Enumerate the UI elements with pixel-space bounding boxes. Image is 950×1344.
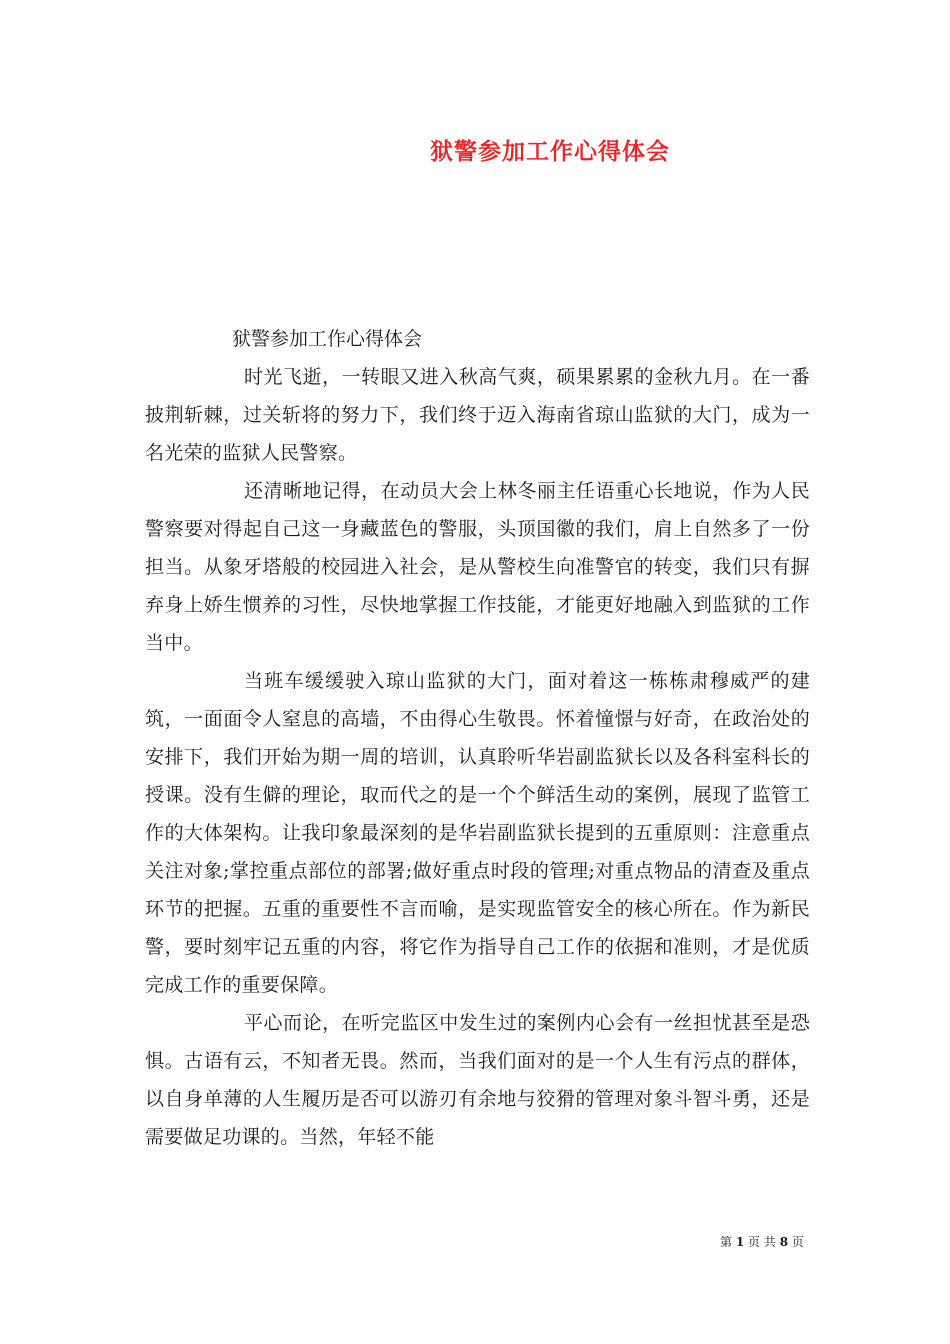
paragraph-2: 还清晰地记得，在动员大会上林冬丽主任语重心长地说，作为人民警察要对得起自己这一身藏蓝色的警服，头顶国徽的我们，肩上自然多了一份担当。从象牙塔般的校园进入社会，是从警校生向准警官的转变，我们只有摒弃身上娇生惯养的习性，尽快地掌握工作技能，才能更好地融入到监狱的工作当中。 [145, 480, 810, 654]
page-number-footer [720, 1233, 804, 1250]
paragraph-4: 平心而论，在听完监区中发生过的案例内心会有一丝担忧甚至是恐惧。古语有云，不知者无畏。然而，当我们面对的是一个人生有污点的群体，以自身单薄的人生履历是否可以游刃有余地与狡猾的管理对象斗智斗勇，还是需要做足功课的。当然，年轻不能 [145, 1012, 810, 1148]
footer-total-pages: 8 [779, 1235, 789, 1249]
paragraph-1: 时光飞逝，一转眼又进入秋高气爽，硕果累累的金秋九月。在一番披荆斩棘，过关斩将的努力下，我们终于迈入海南省琼山监狱的大门，成为一名光荣的监狱人民警察。 [145, 366, 810, 464]
footer-prefix: 第 [720, 1235, 733, 1249]
paragraph-3: 当班车缓缓驶入琼山监狱的大门，面对着这一栋栋肃穆威严的建筑，一面面令人窒息的高墙，不由得心生敬畏。怀着憧憬与好奇，在政治处的安排下，我们开始为期一周的培训，认真聆听华岩副监狱长以及各科室科长的授课。没有生僻的理论，取而代之的是一个个鲜活生动的案例，展现了监管工作的大体架构。让我印象最深刻的是华岩副监狱长提到的五重原则：注意重点关注对象;掌控重点部位的部署;做好重点时段的管理;对重点物品的清查及重点环节的把握。五重的重要性不言而喻，是实现监管安全的核心所在。作为新民警，要时刻牢记五重的内容，将它作为指导自己工作的依据和准则，才是优质完成工作的重要保障。 [145, 670, 810, 996]
document-body [145, 320, 810, 1156]
document-subtitle: 狱警参加工作心得体会 [232, 328, 423, 350]
page-title: 狱警参加工作心得体会 [430, 139, 670, 165]
footer-suffix: 页 [791, 1235, 804, 1249]
footer-middle: 页 共 [748, 1235, 776, 1249]
footer-current-page: 1 [735, 1235, 745, 1249]
